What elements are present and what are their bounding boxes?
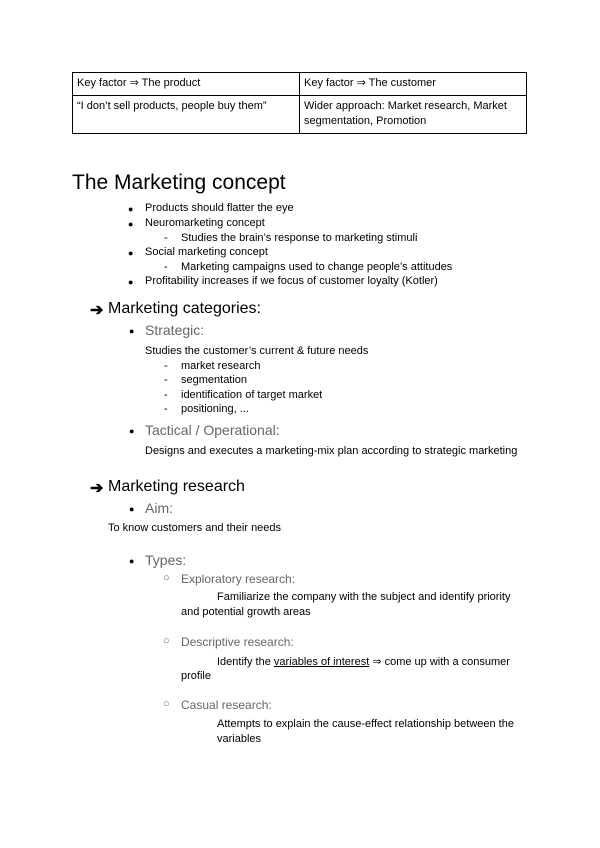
text-span: Identify the bbox=[217, 656, 274, 668]
bullet-icon: ● bbox=[129, 326, 135, 336]
bullet-icon: ● bbox=[128, 204, 134, 214]
bullet-icon: ● bbox=[129, 504, 135, 514]
list-item: Neuromarketing concept bbox=[145, 217, 265, 229]
dash-icon: - bbox=[164, 232, 168, 244]
subsection-heading: Strategic: bbox=[145, 322, 205, 338]
paragraph: To know customers and their needs bbox=[108, 522, 282, 534]
paragraph: variables bbox=[217, 733, 262, 745]
dash-icon: - bbox=[164, 389, 168, 401]
table-cell: “I don’t sell products, people buy them” bbox=[73, 96, 300, 134]
bullet-icon: ● bbox=[128, 277, 134, 287]
arrow-icon: ➔ bbox=[90, 302, 104, 319]
table-row bbox=[73, 73, 527, 96]
table-row bbox=[73, 96, 527, 134]
dash-icon: - bbox=[164, 261, 168, 273]
paragraph: Familiarize the company with the subject and identify priority bbox=[217, 591, 511, 603]
subsection-heading: Aim: bbox=[145, 500, 173, 516]
variables-of-interest-link[interactable]: variables of interest bbox=[273, 656, 370, 668]
paragraph: Attempts to explain the cause-effect relationship between the bbox=[217, 718, 514, 730]
bullet-icon: ● bbox=[129, 556, 135, 566]
arrow-icon: ➔ bbox=[90, 480, 104, 497]
text-span: ⇒ come up with a consumer bbox=[369, 656, 510, 668]
key-factor-table bbox=[72, 72, 527, 134]
table-cell: Wider approach: Market research, Market segmentation, Promotion bbox=[300, 96, 527, 134]
bullet-icon: ● bbox=[128, 219, 134, 229]
list-item: Social marketing concept bbox=[145, 246, 268, 258]
paragraph: Studies the customer’s current & future needs bbox=[145, 345, 369, 357]
dash-icon: - bbox=[164, 374, 168, 386]
type-heading: Exploratory research: bbox=[181, 572, 296, 586]
subsection-heading: Types: bbox=[145, 552, 187, 568]
list-item: segmentation bbox=[181, 374, 248, 386]
list-item: Studies the brain’s response to marketing stimuli bbox=[181, 232, 418, 244]
type-heading: Casual research: bbox=[181, 698, 272, 712]
list-item: identification of target market bbox=[181, 389, 323, 401]
section-heading: Marketing research bbox=[108, 478, 245, 495]
dash-icon: - bbox=[164, 403, 168, 415]
section-heading: Marketing categories: bbox=[108, 300, 261, 317]
page-title: The Marketing concept bbox=[72, 171, 286, 194]
table-cell: Key factor ⇒ The customer bbox=[300, 73, 527, 96]
type-heading: Descriptive research: bbox=[181, 635, 294, 649]
table-cell: Key factor ⇒ The product bbox=[73, 73, 300, 96]
list-item: Profitability increases if we focus of customer loyalty (Kotler) bbox=[145, 275, 438, 287]
list-item: Marketing campaigns used to change people’s attitudes bbox=[181, 261, 453, 273]
paragraph bbox=[217, 655, 510, 668]
bullet-icon: ● bbox=[128, 248, 134, 258]
dash-icon: - bbox=[164, 360, 168, 372]
circle-bullet-icon: ○ bbox=[163, 635, 170, 647]
list-item: market research bbox=[181, 360, 261, 372]
list-item: positioning, ... bbox=[181, 403, 249, 415]
circle-bullet-icon: ○ bbox=[163, 698, 170, 710]
paragraph: and potential growth areas bbox=[181, 606, 311, 618]
circle-bullet-icon: ○ bbox=[163, 572, 170, 584]
paragraph: profile bbox=[181, 670, 211, 682]
subsection-heading: Tactical / Operational: bbox=[145, 422, 280, 438]
list-item: Products should flatter the eye bbox=[145, 202, 294, 214]
bullet-icon: ● bbox=[129, 426, 135, 436]
paragraph: Designs and executes a marketing-mix plan according to strategic marketing bbox=[145, 445, 518, 457]
